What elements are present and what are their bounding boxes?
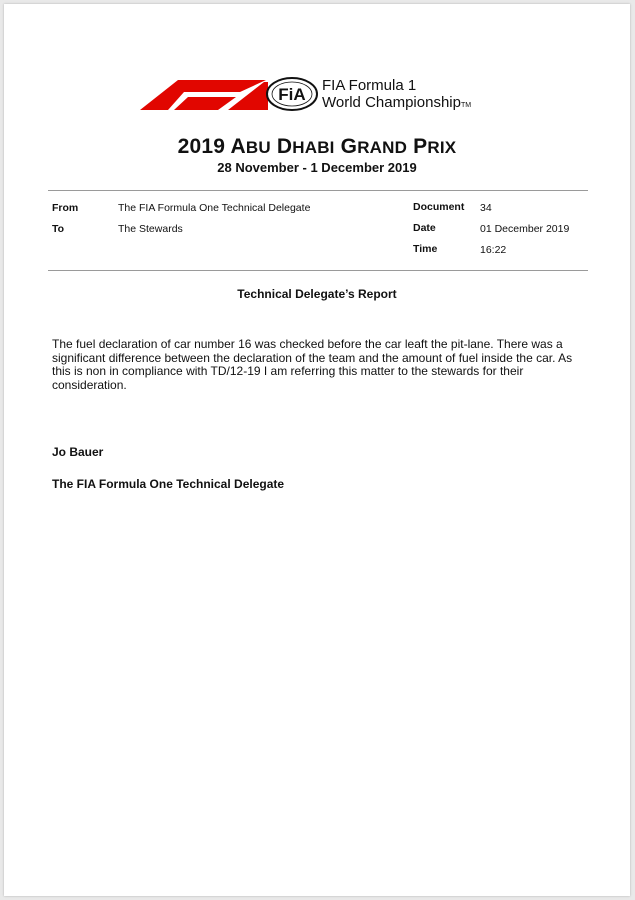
trademark-mark: TM — [460, 102, 472, 109]
signatory-role: The FIA Formula One Technical Delegate — [52, 477, 285, 491]
title-year: 2019 — [177, 135, 226, 158]
from-label: From — [52, 202, 79, 214]
event-title — [4, 135, 630, 159]
header-bottom-divider — [48, 270, 588, 271]
fia-f1-logo — [140, 74, 520, 114]
title-rand: RAND — [357, 138, 408, 157]
event-dates: 28 November - 1 December 2019 — [217, 160, 417, 175]
title-a: A — [230, 135, 246, 158]
to-value: The Stewards — [118, 223, 183, 235]
title-rix: RIX — [427, 138, 457, 157]
document-page — [4, 4, 630, 896]
title-d: D — [276, 135, 293, 158]
title-g: G — [340, 135, 358, 158]
date-value: 01 December 2019 — [480, 223, 570, 235]
fia-mark-text: FiA — [278, 85, 306, 104]
championship-line1: FIA Formula 1 — [322, 77, 417, 94]
title-bu: BU — [245, 138, 271, 157]
document-number: 34 — [480, 202, 492, 214]
date-label: Date — [413, 222, 436, 234]
title-p: P — [413, 135, 428, 158]
fia-badge-icon — [266, 76, 318, 112]
championship-line2 — [322, 94, 471, 114]
championship-name — [322, 77, 471, 114]
championship-line2-text: World Championship — [322, 94, 461, 111]
report-body: The fuel declaration of car number 16 was checked before the car leaft the pit-lane. There was a significant difference between the declaration of the team and the amount of fuel inside the car. As this is non in compliance with TD/12-19 I am referring this matter to the stewards for their consideration. — [52, 337, 573, 392]
document-label: Document — [413, 201, 465, 213]
title-habi: HABI — [292, 138, 335, 157]
time-label: Time — [413, 243, 438, 255]
report-title: Technical Delegate’s Report — [237, 287, 397, 301]
time-value: 16:22 — [480, 244, 507, 256]
from-value: The FIA Formula One Technical Delegate — [118, 202, 311, 214]
header-top-divider — [48, 190, 588, 191]
f1-logo-icon — [140, 76, 268, 112]
to-label: To — [52, 223, 65, 235]
signatory-name: Jo Bauer — [52, 445, 104, 459]
